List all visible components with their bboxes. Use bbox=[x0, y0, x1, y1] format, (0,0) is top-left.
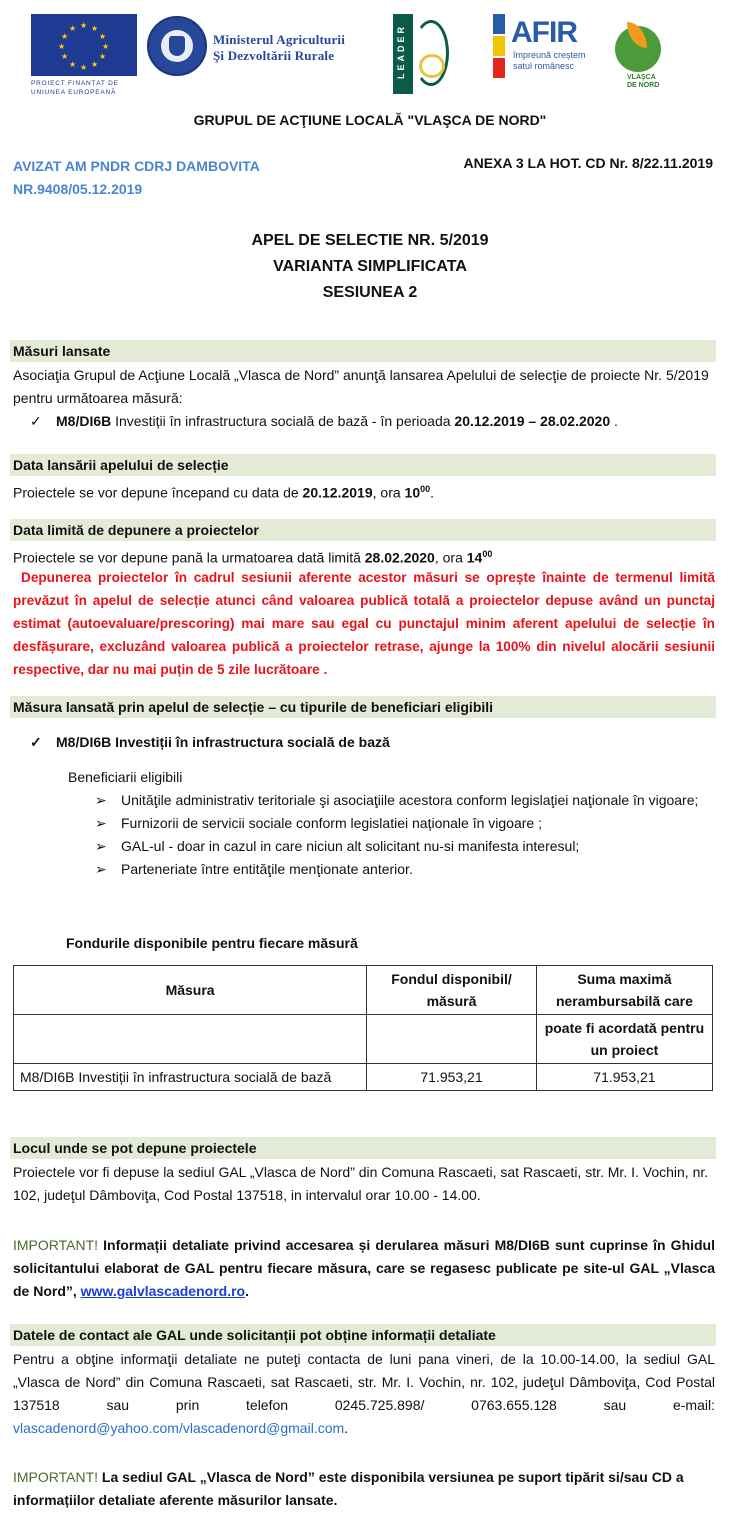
limita-warning: Depunerea proiectelor în cadrul sesiunii aferente acestor măsuri se oprește înainte de termenul limită prevăzut în apelul de selecție atunci când valoarea publică totală a proiectelor depuse având un punctaj estimat (autoevaluare/prescoring) mai mare sau egal cu punctajul minim aferent apelului de selecție în desfășurare, excluzând valoarea publică a proiectelor retrase, ajunge la 100% din nivelul alocării sesiunii respective, dar nu mai puțin de 5 zile lucrătoare . bbox=[13, 570, 715, 677]
gal-vlasca-logo: VLAŞCA DE NORD bbox=[603, 22, 673, 94]
section-heading-beneficiari: Măsura lansată prin apelul de selecție – cu tipurile de beneficiari eligibili bbox=[10, 696, 716, 718]
col-header-suma: Suma maximă nerambursabilă care bbox=[536, 966, 712, 1015]
col-header-fond: Fondul disponibil/ măsură bbox=[367, 966, 537, 1015]
funds-table bbox=[13, 965, 713, 1091]
fonduri-heading: Fondurile disponibile pentru fiecare măsură bbox=[66, 935, 358, 951]
important-print-note: IMPORTANT! La sediul GAL „Vlasca de Nord” este disponibila versiunea pe suport tipărit si/sau CD a informațiilor detaliate aferente măsurilor lansate. bbox=[13, 1469, 684, 1508]
organization-title: GRUPUL DE ACŢIUNE LOCALĂ "VLAŞCA DE NORD" bbox=[193, 112, 547, 128]
arrow-bullet-icon: ➢ bbox=[95, 815, 107, 831]
afir-logo: AFIR împreună creștem satul românesc bbox=[493, 14, 593, 94]
checkmark-icon: ✓ bbox=[30, 413, 42, 429]
limita-text: Proiectele se vor depune pană la urmatoarea dată limită 28.02.2020, ora $14^{00}$ bbox=[13, 549, 493, 566]
government-seal-logo bbox=[147, 16, 207, 76]
section-heading-lansare: Data lansării apelului de selecție bbox=[10, 454, 716, 476]
locul-text: Proiectele vor fi depuse la sediul GAL „Vlasca de Nord” din Comuna Rascaeti, sat Rascaeti, str. Mr. I. Vochin, nr. 102, judeţul Dâmboviţa, Cod Postal 137518, in intervalul orar 10.00 - 14.00. bbox=[13, 1164, 709, 1203]
eu-caption: PROIECT FINANȚAT DE UNIUNEA EUROPEANĂ bbox=[31, 80, 119, 96]
important-label: IMPORTANT! bbox=[13, 1469, 99, 1485]
list-item: ➢ Unităţile administrativ teritoriale şi asociaţiile acestora conform legislaţiei naţionale în vigoare; bbox=[95, 789, 717, 812]
beneficiari-subheading: Beneficiarii eligibili bbox=[68, 769, 183, 785]
arrow-bullet-icon: ➢ bbox=[95, 792, 107, 808]
ministry-logo-text: Ministerul Agriculturii Şi Dezvoltării Rurale bbox=[213, 32, 346, 63]
cell-suma: 71.953,21 bbox=[536, 1064, 712, 1091]
table-row bbox=[14, 1064, 713, 1091]
leader-logo: LEADER bbox=[393, 14, 453, 94]
list-item: ➢ Furnizorii de servicii sociale conform legislatiei naționale în vigoare ; bbox=[95, 812, 717, 835]
section-heading-contact: Datele de contact ale GAL unde solicitanții pot obține informații detaliate bbox=[10, 1324, 716, 1346]
list-item: ➢ GAL-ul - doar in cazul in care niciun alt solicitant nu-si manifesta interesul; bbox=[95, 835, 717, 858]
beneficiari-measure: ✓ M8/DI6B Investiții în infrastructura socială de bază bbox=[30, 731, 732, 754]
lansare-text: Proiectele se vor depune începand cu data de 20.12.2019, ora $10^{00}$. bbox=[13, 484, 435, 501]
list-item: ➢ Parteneriate între entităţile menţionate anterior. bbox=[95, 858, 717, 881]
masuri-item: ✓ M8/DI6B Investiții în infrastructura socială de bază - în perioada 20.12.2019 – 28.02.2020 . bbox=[30, 410, 720, 433]
anexa-reference: ANEXA 3 LA HOT. CD Nr. 8/22.11.2019 bbox=[463, 155, 713, 171]
website-link[interactable]: www.galvlascadenord.ro bbox=[80, 1283, 246, 1299]
checkmark-icon: ✓ bbox=[30, 734, 42, 750]
section-heading-masuri: Măsuri lansate bbox=[10, 340, 716, 362]
important-label: IMPORTANT! bbox=[13, 1237, 99, 1253]
logo-bar bbox=[0, 14, 740, 94]
arrow-bullet-icon: ➢ bbox=[95, 838, 107, 854]
beneficiari-list bbox=[95, 789, 717, 881]
masuri-intro: Asociaţia Grupul de Acţiune Locală „Vlasca de Nord” anunţă lansarea Apelului de selecţie de proiecte Nr. 5/2019 pentru următoarea măsură: bbox=[13, 367, 709, 406]
section-heading-locul: Locul unde se pot depune proiectele bbox=[10, 1137, 716, 1159]
aviz-reference: AVIZAT AM PNDR CDRJ DAMBOVITA NR.9408/05.12.2019 bbox=[13, 158, 260, 197]
arrow-bullet-icon: ➢ bbox=[95, 861, 107, 877]
table-header-row-continued bbox=[14, 1015, 713, 1064]
col-header-masura: Măsura bbox=[14, 966, 367, 1015]
eu-flag-logo: ★ ★ ★ ★ ★ ★ ★ ★ ★ ★ ★ ★ bbox=[31, 14, 137, 76]
contact-text: Pentru a obţine informaţii detaliate ne puteţi contacta de luni pana vineri, de la 10.00-14.00, la sediul GAL „Vlasca de Nord” din Comuna Rascaeti, sat Rascaeti, str. Mr. I. Vochin, nr. 102, judeţul Dâmboviţa, Cod Postal 137518 sau prin telefon 0245.725.898/ 0763.655.128 sau e-mail: vlascadenord@yahoo.com/vlascadenord@gmail.com. bbox=[13, 1351, 715, 1436]
document-title: APEL DE SELECTIE NR. 5/2019 VARIANTA SIMPLIFICATA SESIUNEA 2 bbox=[251, 232, 489, 301]
table-header-row bbox=[14, 966, 713, 1015]
afir-slogan: împreună creștem satul românesc bbox=[513, 50, 586, 71]
important-guide-note: IMPORTANT! Informații detaliate privind accesarea și derularea măsuri M8/DI6B sunt cuprinse în Ghidul solicitantului elaborat de GAL pentru fiecare măsura, care se regasesc publicate pe site-ul GAL „Vlasca de Nord”, www.galvlascadenord.ro. bbox=[13, 1237, 715, 1299]
col-header-suma-continued: poate fi acordată pentru un proiect bbox=[536, 1015, 712, 1064]
cell-masura: M8/DI6B Investiții în infrastructura socială de bază bbox=[14, 1064, 367, 1091]
email-link[interactable]: vlascadenord@yahoo.com/vlascadenord@gmail.com bbox=[13, 1420, 345, 1436]
section-heading-limita: Data limită de depunere a proiectelor bbox=[10, 519, 716, 541]
cell-fond: 71.953,21 bbox=[367, 1064, 537, 1091]
